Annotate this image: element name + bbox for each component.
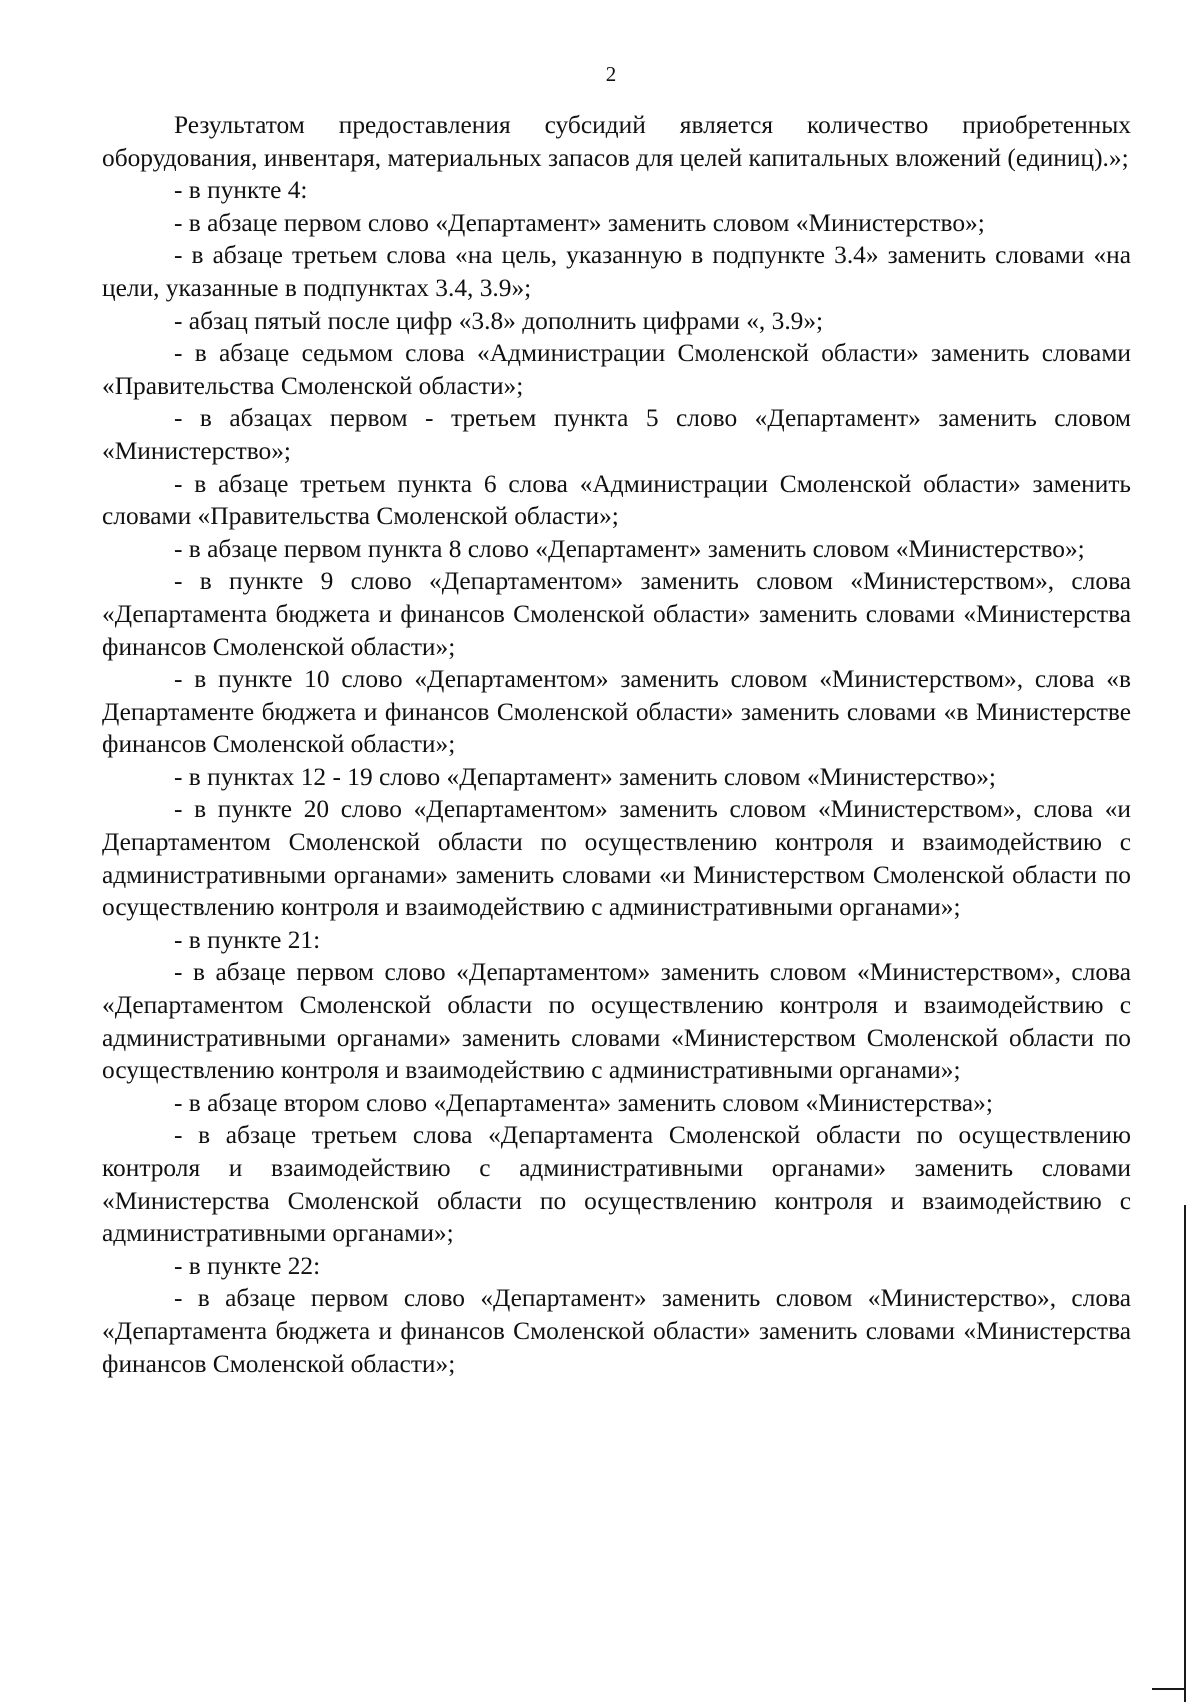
paragraph-item-20: - в пункте 20 слово «Департаментом» заменить словом «Министерством», слова «и Департаментом Смоленской области по осуществлению контроля и взаимодействию с административными органами» заменить словами «и Министерством Смоленской области по осуществлению контроля и взаимодействию с административными органами»; — [102, 795, 1131, 922]
paragraph-item-9: - в пункте 9 слово «Департаментом» заменить словом «Министерством», слова «Департамента бюджета и финансов Смоленской области» заменить словами «Министерства финансов Смоленской области»; — [102, 567, 1131, 661]
paragraph-item-4-abzac-3: - в абзаце третьем слова «на цель, указанную в подпункте 3.4» заменить словами «на цели, указанные в подпунктах 3.4, 3.9»; — [102, 241, 1131, 302]
paragraph-item-8: - в абзаце первом пункта 8 слово «Департамент» заменить словом «Министерство»; — [174, 534, 1085, 563]
paragraph-item-4: - в пункте 4: — [174, 176, 308, 205]
paragraph-item-21-abzac-3: - в абзаце третьем слова «Департамента Смоленской области по осуществлению контроля и взаимодействию с административными органами» заменить словами «Министерства Смоленской области по осуществлению контроля и взаимодействию с административными органами»; — [102, 1121, 1131, 1248]
paragraph-item-5: - в абзацах первом - третьем пункта 5 слово «Департамент» заменить словом «Министерство»; — [102, 404, 1131, 465]
paragraph-item-4-abzac-5: - абзац пятый после цифр «3.8» дополнить цифрами «, 3.9»; — [174, 306, 824, 335]
scan-edge-foot-line — [1152, 1688, 1186, 1690]
paragraph-item-21-abzac-2: - в абзаце втором слово «Департамента» заменить словом «Министерства»; — [174, 1088, 993, 1117]
document-body — [102, 109, 1131, 1380]
paragraph-item-4-abzac-1: - в абзаце первом слово «Департамент» заменить словом «Министерство»; — [174, 208, 985, 237]
paragraph-result: Результатом предоставления субсидий является количество приобретенных оборудования, инвентаря, материальных запасов для целей капитальных вложений (единиц).»; — [102, 111, 1131, 172]
paragraph-item-21-abzac-1: - в абзаце первом слово «Департаментом» заменить словом «Министерством», слова «Департаментом Смоленской области по осуществлению контроля и взаимодействию с административными органами» заменить словами «Министерством Смоленской области по осуществлению контроля и взаимодействию с административными органами»; — [102, 958, 1131, 1085]
paragraph-item-10: - в пункте 10 слово «Департаментом» заменить словом «Министерством», слова «в Департаменте бюджета и финансов Смоленской области» заменить словами «в Министерстве финансов Смоленской области»; — [102, 665, 1131, 759]
paragraph-item-6: - в абзаце третьем пункта 6 слова «Администрации Смоленской области» заменить словами «Правительства Смоленской области»; — [102, 469, 1131, 531]
paragraph-item-22: - в пункте 22: — [174, 1251, 321, 1280]
paragraph-item-22-abzac-1: - в абзаце первом слово «Департамент» заменить словом «Министерство», слова «Департамента бюджета и финансов Смоленской области» заменить словами «Министерства финансов Смоленской области»; — [102, 1284, 1131, 1378]
paragraph-item-4-abzac-7: - в абзаце седьмом слова «Администрации Смоленской области» заменить словами «Правительства Смоленской области»; — [102, 339, 1131, 400]
page-number: 2 — [605, 62, 617, 86]
paragraph-item-21: - в пункте 21: — [174, 925, 321, 954]
paragraph-items-12-19: - в пунктах 12 - 19 слово «Департамент» заменить словом «Министерство»; — [174, 762, 996, 791]
scan-edge-line — [1184, 1205, 1186, 1702]
